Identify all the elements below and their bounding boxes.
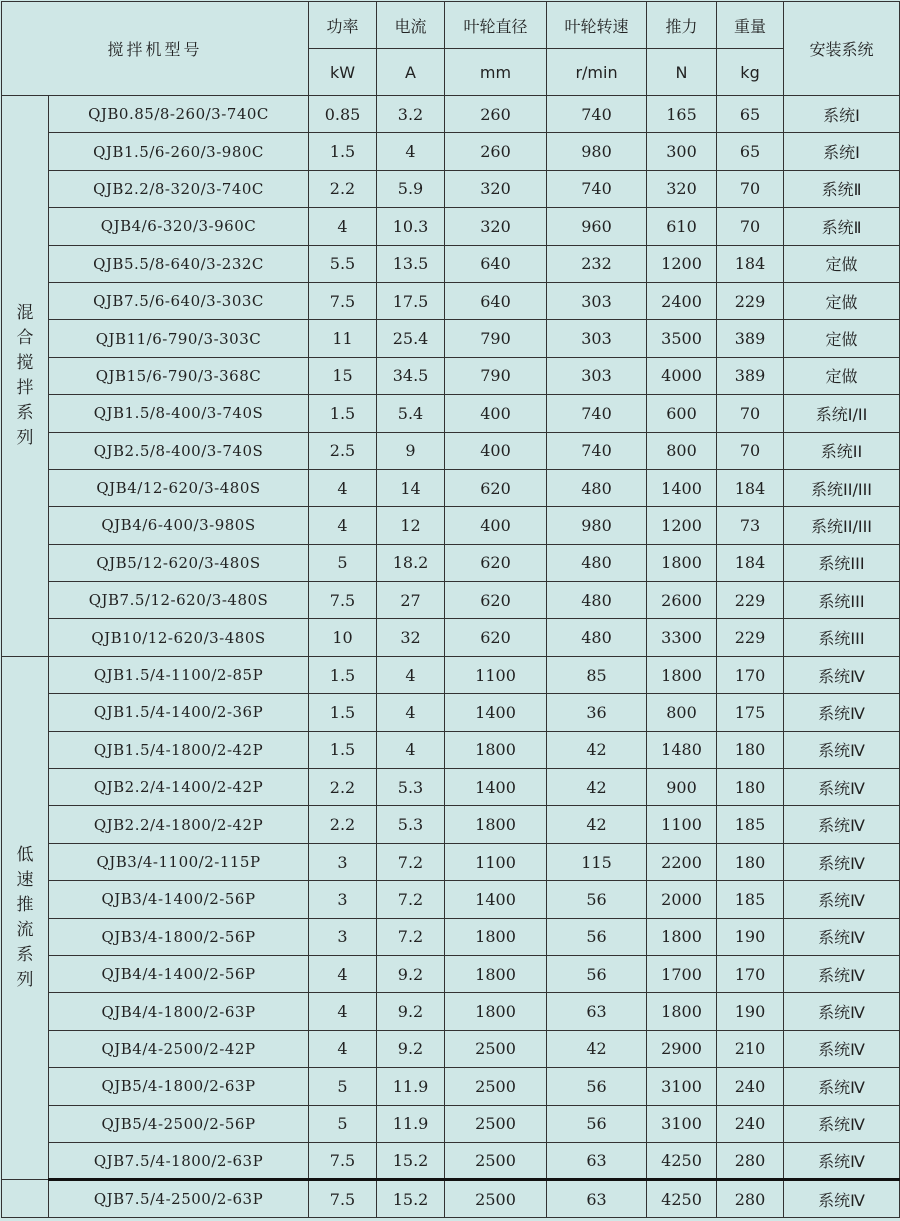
cell-impeller-diameter: 1800 (445, 731, 547, 768)
cell-impeller-speed: 56 (547, 918, 647, 955)
cell-thrust: 3500 (647, 320, 717, 357)
cell-impeller-diameter: 1100 (445, 843, 547, 880)
cell-weight: 70 (717, 208, 784, 245)
series-group-label: 低速推流系列 (2, 656, 49, 1179)
cell-install-system: 系统I/II (784, 395, 900, 432)
cell-power: 1.5 (309, 731, 377, 768)
table-row (2, 133, 900, 170)
cell-thrust: 900 (647, 769, 717, 806)
cell-current: 4 (377, 656, 445, 693)
cell-impeller-speed: 63 (547, 1142, 647, 1179)
cell-current: 9.2 (377, 955, 445, 992)
cell-thrust: 320 (647, 170, 717, 207)
cell-thrust: 4250 (647, 1180, 717, 1217)
cell-current: 7.2 (377, 843, 445, 880)
cell-power: 7.5 (309, 1142, 377, 1179)
specification-table (1, 1, 900, 1218)
cell-thrust: 1700 (647, 955, 717, 992)
cell-model: QJB1.5/4-1800/2-42P (49, 731, 309, 768)
cell-current: 32 (377, 619, 445, 656)
table-row (2, 993, 900, 1030)
cell-model: QJB3/4-1400/2-56P (49, 881, 309, 918)
cell-weight: 229 (717, 582, 784, 619)
cell-impeller-diameter: 260 (445, 133, 547, 170)
cell-impeller-speed: 56 (547, 881, 647, 918)
cell-impeller-diameter: 1800 (445, 955, 547, 992)
header-weight: 重量 (717, 2, 784, 49)
unit-thrust: N (647, 49, 717, 96)
cell-weight: 184 (717, 544, 784, 581)
table-row (2, 806, 900, 843)
cell-model: QJB1.5/6-260/3-980C (49, 133, 309, 170)
cell-model: QJB5.5/8-640/3-232C (49, 245, 309, 282)
cell-model: QJB7.5/12-620/3-480S (49, 582, 309, 619)
cell-install-system: 定做 (784, 245, 900, 282)
cell-power: 3 (309, 881, 377, 918)
table-header (2, 2, 900, 96)
cell-impeller-speed: 303 (547, 357, 647, 394)
cell-install-system: 定做 (784, 357, 900, 394)
cell-current: 13.5 (377, 245, 445, 282)
cell-model: QJB5/4-1800/2-63P (49, 1068, 309, 1105)
cell-weight: 184 (717, 469, 784, 506)
table-row (2, 507, 900, 544)
cell-impeller-diameter: 1400 (445, 769, 547, 806)
cell-impeller-speed: 480 (547, 619, 647, 656)
cell-model: QJB1.5/4-1400/2-36P (49, 694, 309, 731)
table-row (2, 731, 900, 768)
cell-install-system: 系统Ⅳ (784, 918, 900, 955)
cell-model: QJB3/4-1800/2-56P (49, 918, 309, 955)
cell-model: QJB2.5/8-400/3-740S (49, 432, 309, 469)
cell-weight: 180 (717, 769, 784, 806)
unit-power: kW (309, 49, 377, 96)
cell-impeller-speed: 42 (547, 806, 647, 843)
cell-current: 27 (377, 582, 445, 619)
cell-impeller-speed: 480 (547, 469, 647, 506)
cell-impeller-speed: 115 (547, 843, 647, 880)
cell-model: QJB4/6-400/3-980S (49, 507, 309, 544)
cell-impeller-diameter: 620 (445, 582, 547, 619)
cell-impeller-diameter: 320 (445, 208, 547, 245)
cell-impeller-diameter: 400 (445, 432, 547, 469)
cell-impeller-diameter: 640 (445, 245, 547, 282)
cell-impeller-diameter: 400 (445, 507, 547, 544)
cell-impeller-speed: 980 (547, 507, 647, 544)
series-group-label: 混合搅拌系列 (2, 96, 49, 657)
cell-impeller-diameter: 1100 (445, 656, 547, 693)
cell-weight: 190 (717, 918, 784, 955)
cell-impeller-diameter: 2500 (445, 1105, 547, 1142)
cell-current: 4 (377, 731, 445, 768)
cell-model: QJB1.5/8-400/3-740S (49, 395, 309, 432)
cell-impeller-diameter: 1800 (445, 993, 547, 1030)
cell-impeller-speed: 480 (547, 582, 647, 619)
table-row (2, 245, 900, 282)
cell-model: QJB4/4-2500/2-42P (49, 1030, 309, 1067)
cell-current: 17.5 (377, 282, 445, 319)
cell-power: 4 (309, 208, 377, 245)
table-row (2, 1142, 900, 1179)
cell-impeller-speed: 740 (547, 432, 647, 469)
cell-weight: 240 (717, 1105, 784, 1142)
cell-model: QJB4/4-1400/2-56P (49, 955, 309, 992)
table-row (2, 843, 900, 880)
cell-install-system: 系统Ⅳ (784, 694, 900, 731)
cell-thrust: 3100 (647, 1105, 717, 1142)
table-row (2, 544, 900, 581)
cell-thrust: 3300 (647, 619, 717, 656)
cell-power: 5.5 (309, 245, 377, 282)
cell-impeller-diameter: 620 (445, 469, 547, 506)
cell-impeller-diameter: 1800 (445, 806, 547, 843)
cell-power: 1.5 (309, 133, 377, 170)
cell-install-system: 定做 (784, 282, 900, 319)
cell-install-system: 系统Ⅳ (784, 955, 900, 992)
cell-impeller-speed: 740 (547, 96, 647, 133)
table-row (2, 170, 900, 207)
cell-impeller-diameter: 2500 (445, 1142, 547, 1179)
unit-weight: kg (717, 49, 784, 96)
cell-current: 4 (377, 694, 445, 731)
cell-weight: 65 (717, 133, 784, 170)
cell-install-system: 系统III (784, 544, 900, 581)
cell-install-system: 系统Ⅳ (784, 769, 900, 806)
unit-impeller-diameter: mm (445, 49, 547, 96)
cell-impeller-speed: 42 (547, 1030, 647, 1067)
cell-model: QJB4/4-1800/2-63P (49, 993, 309, 1030)
table-row (2, 395, 900, 432)
cell-install-system: 系统Ⅳ (784, 1105, 900, 1142)
cell-model: QJB1.5/4-1100/2-85P (49, 656, 309, 693)
cell-impeller-speed: 232 (547, 245, 647, 282)
cell-impeller-speed: 63 (547, 1180, 647, 1217)
cell-thrust: 2600 (647, 582, 717, 619)
header-install-system: 安装系统 (784, 2, 900, 96)
cell-impeller-diameter: 790 (445, 357, 547, 394)
cell-power: 4 (309, 955, 377, 992)
cell-power: 15 (309, 357, 377, 394)
cell-impeller-speed: 740 (547, 395, 647, 432)
cell-install-system: 定做 (784, 320, 900, 357)
cell-current: 14 (377, 469, 445, 506)
cell-power: 1.5 (309, 656, 377, 693)
cell-impeller-diameter: 640 (445, 282, 547, 319)
cell-current: 5.4 (377, 395, 445, 432)
cell-impeller-speed: 56 (547, 1068, 647, 1105)
cell-current: 11.9 (377, 1068, 445, 1105)
cell-impeller-diameter: 1800 (445, 918, 547, 955)
cell-power: 7.5 (309, 1180, 377, 1217)
cell-model: QJB4/6-320/3-960C (49, 208, 309, 245)
cell-weight: 70 (717, 395, 784, 432)
cell-thrust: 4000 (647, 357, 717, 394)
cell-install-system: 系统Ⅳ (784, 993, 900, 1030)
cell-model: QJB7.5/4-1800/2-63P (49, 1142, 309, 1179)
cell-thrust: 1100 (647, 806, 717, 843)
cell-model: QJB4/12-620/3-480S (49, 469, 309, 506)
table-row (2, 619, 900, 656)
cell-impeller-diameter: 2500 (445, 1068, 547, 1105)
cell-install-system: 系统Ⅳ (784, 1068, 900, 1105)
unit-impeller-speed: r/min (547, 49, 647, 96)
cell-current: 15.2 (377, 1142, 445, 1179)
cell-power: 3 (309, 843, 377, 880)
table-row (2, 432, 900, 469)
cell-model: QJB0.85/8-260/3-740C (49, 96, 309, 133)
cell-model: QJB15/6-790/3-368C (49, 357, 309, 394)
cell-model: QJB2.2/4-1400/2-42P (49, 769, 309, 806)
header-impeller-diameter: 叶轮直径 (445, 2, 547, 49)
cell-power: 3 (309, 918, 377, 955)
table-row (2, 357, 900, 394)
cell-thrust: 2400 (647, 282, 717, 319)
header-power: 功率 (309, 2, 377, 49)
cell-install-system: 系统Ⅳ (784, 731, 900, 768)
cell-thrust: 1200 (647, 507, 717, 544)
cell-power: 0.85 (309, 96, 377, 133)
cell-model: QJB5/12-620/3-480S (49, 544, 309, 581)
cell-weight: 185 (717, 806, 784, 843)
cell-impeller-diameter: 620 (445, 544, 547, 581)
cell-weight: 180 (717, 843, 784, 880)
cell-thrust: 3100 (647, 1068, 717, 1105)
cell-power: 2.5 (309, 432, 377, 469)
cell-impeller-speed: 303 (547, 320, 647, 357)
cell-thrust: 1400 (647, 469, 717, 506)
table-row (2, 469, 900, 506)
table-row (2, 881, 900, 918)
cell-thrust: 600 (647, 395, 717, 432)
cell-power: 2.2 (309, 806, 377, 843)
cell-impeller-speed: 960 (547, 208, 647, 245)
table-row (2, 1068, 900, 1105)
cell-impeller-speed: 42 (547, 731, 647, 768)
cell-weight: 210 (717, 1030, 784, 1067)
table-row (2, 918, 900, 955)
cell-current: 34.5 (377, 357, 445, 394)
cell-weight: 170 (717, 955, 784, 992)
cell-impeller-diameter: 320 (445, 170, 547, 207)
table-row (2, 769, 900, 806)
cell-thrust: 1800 (647, 993, 717, 1030)
cell-thrust: 1800 (647, 918, 717, 955)
cell-power: 11 (309, 320, 377, 357)
cell-thrust: 1200 (647, 245, 717, 282)
table-body (2, 96, 900, 1218)
cell-power: 10 (309, 619, 377, 656)
cell-weight: 280 (717, 1142, 784, 1179)
cell-impeller-speed: 480 (547, 544, 647, 581)
cell-impeller-diameter: 2500 (445, 1180, 547, 1217)
cell-install-system: 系统Ⅱ (784, 170, 900, 207)
cell-power: 1.5 (309, 395, 377, 432)
cell-weight: 70 (717, 432, 784, 469)
cell-thrust: 2000 (647, 881, 717, 918)
cell-power: 5 (309, 544, 377, 581)
cell-weight: 170 (717, 656, 784, 693)
cell-impeller-diameter: 260 (445, 96, 547, 133)
cell-impeller-speed: 56 (547, 955, 647, 992)
table-row (2, 96, 900, 133)
header-current: 电流 (377, 2, 445, 49)
cell-power: 1.5 (309, 694, 377, 731)
cell-power: 4 (309, 469, 377, 506)
cell-power: 7.5 (309, 582, 377, 619)
cell-impeller-speed: 303 (547, 282, 647, 319)
table-row (2, 582, 900, 619)
cell-weight: 180 (717, 731, 784, 768)
cell-impeller-speed: 740 (547, 170, 647, 207)
cell-power: 2.2 (309, 769, 377, 806)
cell-power: 5 (309, 1068, 377, 1105)
cell-install-system: 系统Ⅳ (784, 1142, 900, 1179)
cell-current: 15.2 (377, 1180, 445, 1217)
cell-install-system: 系统III (784, 619, 900, 656)
cell-weight: 73 (717, 507, 784, 544)
cell-weight: 240 (717, 1068, 784, 1105)
cell-thrust: 165 (647, 96, 717, 133)
cell-thrust: 1480 (647, 731, 717, 768)
cell-current: 4 (377, 133, 445, 170)
cell-install-system: 系统Ⅳ (784, 656, 900, 693)
series-group-empty (2, 1180, 49, 1217)
header-thrust: 推力 (647, 2, 717, 49)
cell-current: 5.3 (377, 769, 445, 806)
cell-model: QJB5/4-2500/2-56P (49, 1105, 309, 1142)
header-impeller-speed: 叶轮转速 (547, 2, 647, 49)
table-row (2, 208, 900, 245)
cell-thrust: 4250 (647, 1142, 717, 1179)
cell-install-system: 系统Ⅳ (784, 881, 900, 918)
cell-power: 7.5 (309, 282, 377, 319)
cell-weight: 280 (717, 1180, 784, 1217)
cell-thrust: 800 (647, 432, 717, 469)
cell-install-system: 系统II/III (784, 507, 900, 544)
cell-impeller-diameter: 1400 (445, 881, 547, 918)
cell-power: 5 (309, 1105, 377, 1142)
cell-weight: 175 (717, 694, 784, 731)
cell-model: QJB3/4-1100/2-115P (49, 843, 309, 880)
cell-weight: 389 (717, 357, 784, 394)
cell-current: 11.9 (377, 1105, 445, 1142)
cell-model: QJB11/6-790/3-303C (49, 320, 309, 357)
table-row (2, 1180, 900, 1217)
cell-weight: 184 (717, 245, 784, 282)
cell-current: 25.4 (377, 320, 445, 357)
cell-weight: 229 (717, 619, 784, 656)
cell-current: 7.2 (377, 918, 445, 955)
cell-install-system: 系统Ⅰ (784, 96, 900, 133)
cell-impeller-diameter: 790 (445, 320, 547, 357)
cell-power: 4 (309, 993, 377, 1030)
unit-current: A (377, 49, 445, 96)
cell-impeller-speed: 56 (547, 1105, 647, 1142)
table-row (2, 955, 900, 992)
cell-model: QJB2.2/4-1800/2-42P (49, 806, 309, 843)
cell-thrust: 1800 (647, 656, 717, 693)
cell-current: 10.3 (377, 208, 445, 245)
table-row (2, 656, 900, 693)
cell-current: 3.2 (377, 96, 445, 133)
cell-current: 12 (377, 507, 445, 544)
table-row (2, 1030, 900, 1067)
cell-current: 5.3 (377, 806, 445, 843)
cell-install-system: 系统II (784, 432, 900, 469)
cell-weight: 190 (717, 993, 784, 1030)
table-row (2, 694, 900, 731)
cell-install-system: 系统Ⅳ (784, 806, 900, 843)
cell-model: QJB10/12-620/3-480S (49, 619, 309, 656)
table-row (2, 320, 900, 357)
cell-weight: 65 (717, 96, 784, 133)
cell-power: 2.2 (309, 170, 377, 207)
cell-thrust: 2200 (647, 843, 717, 880)
cell-thrust: 2900 (647, 1030, 717, 1067)
header-model: 搅拌机型号 (2, 2, 309, 96)
cell-current: 7.2 (377, 881, 445, 918)
cell-impeller-speed: 63 (547, 993, 647, 1030)
cell-install-system: 系统Ⅰ (784, 133, 900, 170)
table-row (2, 282, 900, 319)
cell-current: 18.2 (377, 544, 445, 581)
cell-impeller-speed: 980 (547, 133, 647, 170)
cell-power: 4 (309, 1030, 377, 1067)
cell-model: QJB7.5/4-2500/2-63P (49, 1180, 309, 1217)
cell-install-system: 系统Ⅳ (784, 1180, 900, 1217)
cell-install-system: 系统Ⅱ (784, 208, 900, 245)
cell-thrust: 300 (647, 133, 717, 170)
cell-install-system: 系统III (784, 582, 900, 619)
table-row (2, 1105, 900, 1142)
cell-power: 4 (309, 507, 377, 544)
cell-impeller-diameter: 400 (445, 395, 547, 432)
cell-thrust: 610 (647, 208, 717, 245)
cell-current: 9.2 (377, 993, 445, 1030)
cell-thrust: 800 (647, 694, 717, 731)
cell-install-system: 系统Ⅳ (784, 1030, 900, 1067)
cell-current: 9.2 (377, 1030, 445, 1067)
cell-current: 9 (377, 432, 445, 469)
cell-impeller-speed: 36 (547, 694, 647, 731)
cell-impeller-speed: 42 (547, 769, 647, 806)
cell-model: QJB7.5/6-640/3-303C (49, 282, 309, 319)
cell-weight: 389 (717, 320, 784, 357)
cell-install-system: 系统Ⅳ (784, 843, 900, 880)
cell-current: 5.9 (377, 170, 445, 207)
cell-thrust: 1800 (647, 544, 717, 581)
cell-impeller-speed: 85 (547, 656, 647, 693)
cell-install-system: 系统II/III (784, 469, 900, 506)
cell-impeller-diameter: 620 (445, 619, 547, 656)
cell-weight: 185 (717, 881, 784, 918)
cell-model: QJB2.2/8-320/3-740C (49, 170, 309, 207)
cell-weight: 70 (717, 170, 784, 207)
cell-weight: 229 (717, 282, 784, 319)
cell-impeller-diameter: 2500 (445, 1030, 547, 1067)
cell-impeller-diameter: 1400 (445, 694, 547, 731)
